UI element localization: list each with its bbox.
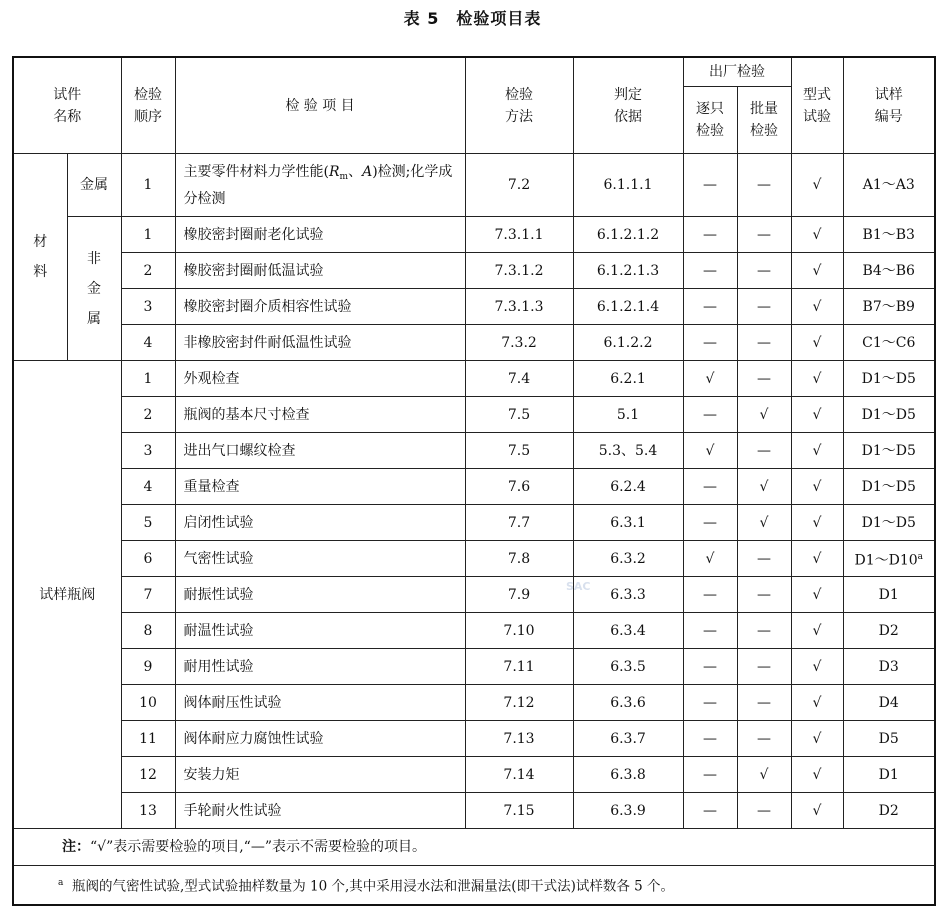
- cell-each: —: [683, 253, 737, 289]
- cell-method: 7.15: [465, 793, 573, 829]
- cell-batch: —: [737, 577, 791, 613]
- cell-each: —: [683, 793, 737, 829]
- cell-each: —: [683, 325, 737, 361]
- group-valve: 试样瓶阀: [13, 361, 121, 829]
- cell-item: 橡胶密封圈耐老化试验: [175, 217, 465, 253]
- cell-basis: 6.3.4: [573, 613, 683, 649]
- cell-order: 3: [121, 433, 175, 469]
- cell-order: 9: [121, 649, 175, 685]
- header-type-test: 型式 试验: [791, 57, 843, 154]
- cell-each: —: [683, 721, 737, 757]
- cell-type: √: [791, 721, 843, 757]
- table-row: [13, 577, 935, 613]
- cell-basis: 6.3.6: [573, 685, 683, 721]
- cell-basis: 6.3.2: [573, 541, 683, 577]
- cell-item: 耐振性试验: [175, 577, 465, 613]
- cell-item: 耐温性试验: [175, 613, 465, 649]
- cell-batch: —: [737, 541, 791, 577]
- cell-order: 12: [121, 757, 175, 793]
- cell-batch: —: [737, 361, 791, 397]
- cell-method: 7.4: [465, 361, 573, 397]
- cell-type: √: [791, 469, 843, 505]
- group-metal: 金属: [67, 154, 121, 217]
- cell-type: √: [791, 397, 843, 433]
- cell-basis: 6.1.2.1.2: [573, 217, 683, 253]
- cell-item: 耐用性试验: [175, 649, 465, 685]
- cell-sample: D1: [843, 757, 935, 793]
- cell-type: √: [791, 505, 843, 541]
- header-batch-inspection: 批量 检验: [737, 87, 791, 154]
- cell-sample: D1～D5: [843, 397, 935, 433]
- header-basis: 判定 依据: [573, 57, 683, 154]
- cell-method: 7.5: [465, 397, 573, 433]
- header-method: 检验 方法: [465, 57, 573, 154]
- table-row: [13, 253, 935, 289]
- cell-item: 橡胶密封圈介质相容性试验: [175, 289, 465, 325]
- cell-basis: 6.2.4: [573, 469, 683, 505]
- cell-method: 7.5: [465, 433, 573, 469]
- cell-order: 1: [121, 154, 175, 217]
- cell-method: 7.13: [465, 721, 573, 757]
- cell-order: 1: [121, 361, 175, 397]
- cell-sample: D5: [843, 721, 935, 757]
- cell-order: 2: [121, 253, 175, 289]
- footnote-ref: a: [917, 551, 924, 562]
- table-row: [13, 721, 935, 757]
- cell-item: 橡胶密封圈耐低温试验: [175, 253, 465, 289]
- cell-each: √: [683, 433, 737, 469]
- cell-each: —: [683, 613, 737, 649]
- cell-order: 6: [121, 541, 175, 577]
- group-material: 材 料: [13, 154, 67, 361]
- cell-method: 7.6: [465, 469, 573, 505]
- cell-method: 7.7: [465, 505, 573, 541]
- cell-method: 7.14: [465, 757, 573, 793]
- table-row: [13, 613, 935, 649]
- table-row: [13, 685, 935, 721]
- cell-sample: D1～D5: [843, 469, 935, 505]
- cell-each: —: [683, 154, 737, 217]
- cell-batch: √: [737, 505, 791, 541]
- cell-type: √: [791, 253, 843, 289]
- cell-method: 7.2: [465, 154, 573, 217]
- cell-each: —: [683, 649, 737, 685]
- cell-each: —: [683, 757, 737, 793]
- cell-basis: 6.3.1: [573, 505, 683, 541]
- table-row: [13, 757, 935, 793]
- cell-type: √: [791, 361, 843, 397]
- cell-item: 重量检查: [175, 469, 465, 505]
- cell-type: √: [791, 685, 843, 721]
- cell-sample: D2: [843, 613, 935, 649]
- note-row: [13, 829, 935, 866]
- cell-basis: 6.3.8: [573, 757, 683, 793]
- cell-item: 启闭性试验: [175, 505, 465, 541]
- cell-each: —: [683, 505, 737, 541]
- note: 注：“√”表示需要检验的项目,“—”表示不需要检验的项目。: [13, 829, 935, 866]
- table-row: [13, 649, 935, 685]
- cell-item: 瓶阀的基本尺寸检查: [175, 397, 465, 433]
- cell-batch: √: [737, 397, 791, 433]
- table-row: [13, 469, 935, 505]
- cell-sample: D1～D10$^a$: [843, 541, 935, 577]
- cell-basis: 5.1: [573, 397, 683, 433]
- cell-item: 进出气口螺纹检查: [175, 433, 465, 469]
- cell-item: 安装力矩: [175, 757, 465, 793]
- cell-each: —: [683, 685, 737, 721]
- watermark-logo: SAC: [566, 580, 591, 593]
- cell-basis: 6.1.2.1.3: [573, 253, 683, 289]
- table-row: [13, 361, 935, 397]
- cell-sample: C1～C6: [843, 325, 935, 361]
- cell-type: √: [791, 217, 843, 253]
- cell-batch: —: [737, 613, 791, 649]
- cell-item: 阀体耐应力腐蚀性试验: [175, 721, 465, 757]
- cell-order: 13: [121, 793, 175, 829]
- table-row: [13, 217, 935, 253]
- cell-item: 阀体耐压性试验: [175, 685, 465, 721]
- cell-batch: —: [737, 649, 791, 685]
- cell-method: 7.3.2: [465, 325, 573, 361]
- cell-order: 5: [121, 505, 175, 541]
- cell-basis: 6.2.1: [573, 361, 683, 397]
- cell-method: 7.3.1.1: [465, 217, 573, 253]
- cell-basis: 6.1.2.2: [573, 325, 683, 361]
- table-caption: 表 5 检验项目表: [403, 9, 542, 28]
- header-specimen-name: 试件 名称: [13, 57, 121, 154]
- cell-method: 7.8: [465, 541, 573, 577]
- cell-batch: √: [737, 757, 791, 793]
- cell-order: 10: [121, 685, 175, 721]
- cell-sample: B4～B6: [843, 253, 935, 289]
- cell-sample: B1～B3: [843, 217, 935, 253]
- cell-item: 手轮耐火性试验: [175, 793, 465, 829]
- cell-each: —: [683, 217, 737, 253]
- cell-type: √: [791, 325, 843, 361]
- cell-basis: 6.1.2.1.4: [573, 289, 683, 325]
- cell-method: 7.12: [465, 685, 573, 721]
- cell-order: 2: [121, 397, 175, 433]
- cell-type: √: [791, 757, 843, 793]
- cell-method: 7.3.1.3: [465, 289, 573, 325]
- cell-method: 7.10: [465, 613, 573, 649]
- cell-basis: 6.3.5: [573, 649, 683, 685]
- inspection-items-table: [12, 56, 936, 906]
- table-row: [13, 289, 935, 325]
- cell-type: √: [791, 793, 843, 829]
- table-row: [13, 433, 935, 469]
- cell-each: —: [683, 397, 737, 433]
- cell-item: 外观检查: [175, 361, 465, 397]
- cell-batch: —: [737, 721, 791, 757]
- cell-basis: 6.3.7: [573, 721, 683, 757]
- footnote-row: [13, 866, 935, 906]
- cell-sample: B7～B9: [843, 289, 935, 325]
- cell-type: √: [791, 154, 843, 217]
- cell-order: 11: [121, 721, 175, 757]
- cell-batch: —: [737, 685, 791, 721]
- cell-item: 气密性试验: [175, 541, 465, 577]
- group-nonmetal: 非 金 属: [67, 217, 121, 361]
- cell-basis: 6.3.3: [573, 577, 683, 613]
- table-row: [13, 505, 935, 541]
- cell-batch: —: [737, 325, 791, 361]
- cell-sample: D1～D5: [843, 433, 935, 469]
- cell-each: √: [683, 541, 737, 577]
- cell-type: √: [791, 541, 843, 577]
- cell-sample: D2: [843, 793, 935, 829]
- cell-sample: A1～A3: [843, 154, 935, 217]
- cell-method: 7.11: [465, 649, 573, 685]
- cell-order: 4: [121, 325, 175, 361]
- cell-method: 7.3.1.2: [465, 253, 573, 289]
- cell-type: √: [791, 649, 843, 685]
- table-row: [13, 325, 935, 361]
- cell-basis: 6.3.9: [573, 793, 683, 829]
- cell-type: √: [791, 433, 843, 469]
- table-row: [13, 541, 935, 577]
- cell-order: 8: [121, 613, 175, 649]
- cell-basis: 5.3、5.4: [573, 433, 683, 469]
- cell-type: √: [791, 613, 843, 649]
- cell-batch: —: [737, 217, 791, 253]
- cell-item: 非橡胶密封件耐低温性试验: [175, 325, 465, 361]
- cell-batch: —: [737, 433, 791, 469]
- cell-batch: —: [737, 154, 791, 217]
- header-sample-no: 试样 编号: [843, 57, 935, 154]
- cell-batch: —: [737, 289, 791, 325]
- cell-type: √: [791, 577, 843, 613]
- cell-order: 1: [121, 217, 175, 253]
- header-item: 检 验 项 目: [175, 57, 465, 154]
- cell-batch: —: [737, 253, 791, 289]
- cell-batch: —: [737, 793, 791, 829]
- cell-item: 主要零件材料力学性能($R_m$、A)检测;化学成分检测: [175, 154, 465, 217]
- cell-each: —: [683, 469, 737, 505]
- cell-method: 7.9: [465, 577, 573, 613]
- table-row: [13, 793, 935, 829]
- header-each-inspection: 逐只 检验: [683, 87, 737, 154]
- cell-each: √: [683, 361, 737, 397]
- cell-order: 4: [121, 469, 175, 505]
- cell-order: 7: [121, 577, 175, 613]
- cell-sample: D4: [843, 685, 935, 721]
- cell-each: —: [683, 289, 737, 325]
- cell-sample: D1～D5: [843, 361, 935, 397]
- cell-type: √: [791, 289, 843, 325]
- table-row: [13, 154, 935, 217]
- cell-basis: 6.1.1.1: [573, 154, 683, 217]
- cell-batch: √: [737, 469, 791, 505]
- table-row: [13, 397, 935, 433]
- header-order: 检验 顺序: [121, 57, 175, 154]
- header-factory-inspection: 出厂检验: [683, 57, 791, 87]
- cell-sample: D1～D5: [843, 505, 935, 541]
- cell-sample: D1: [843, 577, 935, 613]
- footnote: $^a$ 瓶阀的气密性试验,型式试验抽样数量为 10 个,其中采用浸水法和泄漏量法(即干式法)试样数各 5 个。: [13, 866, 935, 906]
- cell-each: —: [683, 577, 737, 613]
- cell-sample: D3: [843, 649, 935, 685]
- cell-order: 3: [121, 289, 175, 325]
